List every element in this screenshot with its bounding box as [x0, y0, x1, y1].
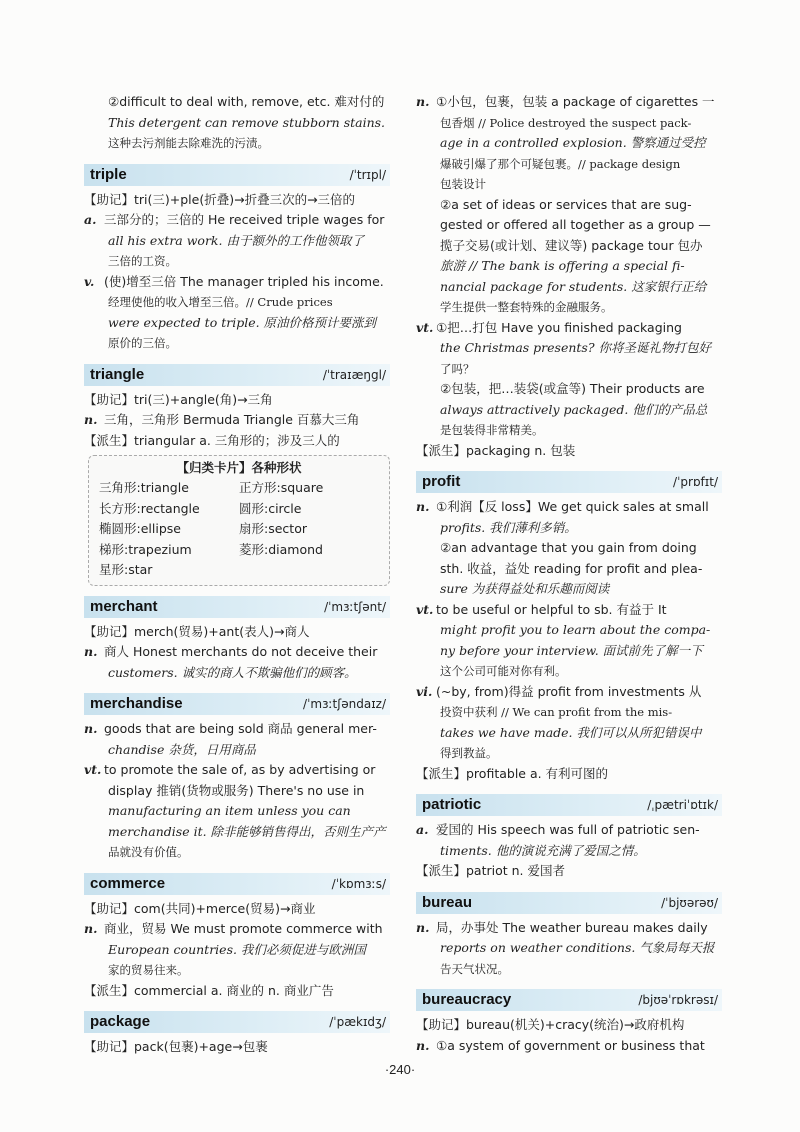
entry-header [416, 794, 722, 816]
entry-profit [416, 471, 722, 784]
phonetic: /ˈpækɪdʒ/ [329, 1015, 386, 1029]
text-line: always attractively packaged. 他们的产品总 [440, 401, 708, 417]
shape-item: 椭圆形:ellipse [99, 521, 181, 536]
pos-label: vi. [416, 683, 433, 699]
right-column [416, 92, 722, 1056]
pos-label: n. [84, 412, 98, 427]
text-line: timents. 他的演说充满了爱国之情。 [440, 842, 646, 858]
text-line: 局，办事处 The weather bureau makes daily [436, 919, 708, 935]
derivation-note: 【派生】commercial a. 商业的 n. 商业广告 [84, 982, 334, 998]
text-line: 经理使他的收入增至三倍。// Crude prices [108, 295, 333, 309]
entry-header [84, 1011, 390, 1033]
pos-label: a. [84, 212, 97, 227]
text-line: 原价的三倍。 [108, 336, 177, 350]
text-line: 三角，三角形 Bermuda Triangle 百慕大三角 [104, 412, 360, 427]
pos-label: n. [416, 919, 430, 935]
memory-note: 【助记】tri(三)+angle(角)→三角 [84, 391, 273, 407]
shape-grid [99, 478, 379, 581]
text-line: sure 为获得益处和乐趣而阅读 [440, 581, 610, 596]
memory-note: 【助记】com(共同)+merce(贸易)→商业 [84, 900, 316, 916]
text-line: display 推销(货物或服务) There's no use in [108, 782, 365, 798]
text-line: 家的贸易往来。 [108, 963, 189, 977]
headword: bureaucracy [422, 991, 512, 1008]
memory-note: 【助记】tri(三)+ple(折叠)→折叠三次的→三倍的 [84, 191, 356, 207]
text-line: profits. 我们薄利多销。 [440, 519, 577, 535]
pos-label: vt. [84, 762, 102, 777]
entry-header [84, 693, 390, 715]
phonetic: /ˈtraɪæŋgl/ [322, 367, 386, 382]
shape-item: 圆形:circle [239, 500, 302, 516]
entry-triple [84, 164, 390, 354]
text-line: nancial package for students. 这家银行正给 [440, 278, 707, 294]
entry-bureaucracy [416, 989, 722, 1056]
category-card [88, 455, 390, 586]
phonetic: /ˈtrɪpl/ [349, 167, 386, 182]
phonetic: /ˈbjʊərəʊ/ [661, 895, 718, 910]
text-line: 投资中获利 // We can profit from the mis- [440, 705, 673, 719]
shape-item: 三角形:triangle [99, 480, 189, 495]
pos-label: v. [84, 273, 95, 289]
entry-merchandise [84, 693, 390, 863]
text-line: merchandise it. 除非能够销售得出，否则生产产 [108, 823, 386, 839]
text-line: (使)增至三倍 The manager tripled his income. [104, 273, 384, 289]
text-line: all his extra work. 由于额外的工作他领取了 [108, 232, 364, 248]
shape-item: 菱形:diamond [239, 541, 323, 557]
left-column [84, 92, 390, 1058]
text-line: manufacturing an item unless you can [108, 803, 351, 818]
text-line: 了吗？ [440, 361, 475, 376]
text-line: 这个公司可能对你有利。 [440, 664, 567, 678]
shape-item: 梯形:trapezium [99, 541, 192, 557]
text-line: gested or offered all together as a group — [440, 217, 711, 232]
pos-label: n. [84, 721, 98, 736]
pos-label: n. [416, 1037, 430, 1053]
text-line: sth. 收益，益处 reading for profit and plea- [440, 560, 703, 576]
pos-label: a. [416, 822, 429, 837]
shape-item: 正方形:square [239, 480, 324, 495]
derivation-note: 【派生】packaging n. 包装 [416, 442, 576, 458]
pos-label: n. [84, 921, 98, 936]
pos-label: n. [84, 644, 98, 659]
text-line: 包装设计 [440, 177, 486, 191]
text-line: 得到教益。 [440, 746, 498, 760]
text-line: 这种去污剂能去除难洗的污渍。 [108, 136, 269, 150]
memory-note: 【助记】pack(包裹)+age→包裹 [84, 1039, 268, 1054]
stubborn-sense-continuation [84, 92, 390, 154]
pos-label: n. [416, 94, 430, 109]
entry-patriotic [416, 794, 722, 882]
headword: merchant [90, 597, 158, 615]
text-line: (~by, from)得益 profit from investments 从 [436, 683, 702, 699]
text-line: were expected to triple. 原油价格预计要涨到 [108, 314, 377, 330]
entry-header [84, 364, 390, 386]
shape-item: 长方形:rectangle [99, 500, 200, 516]
text-line: 爱国的 His speech was full of patriotic sen- [436, 822, 700, 837]
text-line: 是包装得非常精美。 [440, 423, 544, 437]
text-line: 品就没有价值。 [108, 845, 189, 859]
entry-commerce [84, 873, 390, 1002]
entry-header [416, 471, 722, 493]
card-title: 【归类卡片】各种形状 [176, 460, 302, 475]
text-line: ①a system of government or business that [436, 1037, 705, 1053]
entry-triangle [84, 364, 390, 586]
entry-header [84, 596, 390, 618]
phonetic: /bjʊəˈrɒkrəsɪ/ [638, 993, 718, 1007]
headword: commerce [90, 874, 166, 892]
text-line: ②a set of ideas or services that are sug- [440, 196, 692, 212]
headword: triple [90, 165, 127, 183]
text-line: ②包装，把…装袋(或盒等) Their products are [440, 381, 705, 396]
entry-header [416, 892, 722, 914]
text-line: age in a controlled explosion. 警察通过受控 [440, 135, 706, 150]
headword: merchandise [90, 695, 183, 712]
text-line: 告天气状况。 [440, 961, 509, 976]
headword: profit [422, 473, 461, 490]
text-line: the Christmas presents? 你将圣诞礼物打包好 [440, 340, 712, 355]
text-line: 学生提供一整套特殊的金融服务。 [440, 300, 613, 314]
memory-note: 【助记】bureau(机关)+cracy(统治)→政府机构 [416, 1017, 685, 1032]
text-line: ②an advantage that you gain from doing [440, 540, 697, 555]
text-line: 包香烟 // Police destroyed the suspect pack- [440, 115, 692, 130]
shape-item: 扇形:sector [239, 521, 307, 536]
memory-note: 【助记】merch(贸易)+ant(表人)→商人 [84, 623, 310, 639]
entry-header [84, 164, 390, 186]
text-line: 旅游 // The bank is offering a special fi- [440, 258, 685, 273]
text-line: takes we have made. 我们可以从所犯错误中 [440, 724, 702, 740]
text-line: might profit you to learn about the compa- [440, 622, 711, 637]
text-line: 三部分的；三倍的 He received triple wages for [104, 212, 385, 227]
text-line: ②difficult to deal with, remove, etc. 难对付的 [108, 94, 385, 109]
text-line: ①把…打包 Have you finished packaging [436, 319, 682, 335]
phonetic: /ˈmɜːtʃənt/ [324, 599, 386, 614]
text-line: chandise 杂货，日用商品 [108, 741, 256, 757]
headword: patriotic [422, 796, 482, 813]
derivation-note: 【派生】triangular a. 三角形的；涉及三人的 [84, 432, 340, 448]
text-line: This detergent can remove stubborn stains. [108, 114, 386, 130]
text-line: 商业，贸易 We must promote commerce with [104, 921, 383, 936]
page-number: ·240· [384, 1062, 416, 1077]
pos-label: vt. [416, 601, 434, 617]
text-line: ny before your interview. 面试前先了解一下 [440, 642, 703, 658]
text-line: 三倍的工资。 [108, 254, 177, 268]
headword: triangle [90, 365, 145, 383]
shape-item: 星形:star [99, 562, 153, 577]
entry-header [416, 989, 722, 1011]
entry-package-continued [416, 92, 722, 461]
text-line: ①小包，包裹，包装 a package of cigarettes 一 [436, 94, 715, 109]
pos-label: vt. [416, 319, 434, 335]
headword: package [90, 1013, 151, 1030]
pos-label: n. [416, 499, 430, 514]
text-line: European countries. 我们必须促进与欧洲国 [108, 941, 366, 957]
text-line: goods that are being sold 商品 general mer- [104, 721, 377, 736]
phonetic: /ˈmɜːtʃəndaɪz/ [303, 697, 386, 711]
text-line: 商人 Honest merchants do not deceive their [104, 644, 378, 659]
headword: bureau [422, 893, 473, 911]
derivation-note: 【派生】patriot n. 爱国者 [416, 863, 565, 878]
entry-bureau [416, 892, 722, 980]
text-line: customers. 诚实的商人不欺骗他们的顾客。 [108, 664, 357, 680]
phonetic: /ˈkɒmɜːs/ [331, 876, 386, 891]
entry-header [84, 873, 390, 895]
text-line: ①利润【反 loss】We get quick sales at small [436, 499, 709, 514]
phonetic: /ˌpætriˈɒtɪk/ [647, 798, 718, 812]
text-line: to promote the sale of, as by advertising or [104, 762, 376, 777]
entry-package [84, 1011, 390, 1058]
text-line: reports on weather conditions. 气象局每天报 [440, 940, 715, 955]
phonetic: /ˈprɒfɪt/ [673, 475, 718, 489]
text-line: to be useful or helpful to sb. 有益于 It [436, 601, 667, 617]
text-line: 揽子交易(或计划、建议等) package tour 包办 [440, 237, 703, 253]
text-line: 爆破引爆了那个可疑包裹。// package design [440, 156, 681, 171]
derivation-note: 【派生】profitable a. 有利可图的 [416, 765, 609, 781]
entry-merchant [84, 596, 390, 684]
